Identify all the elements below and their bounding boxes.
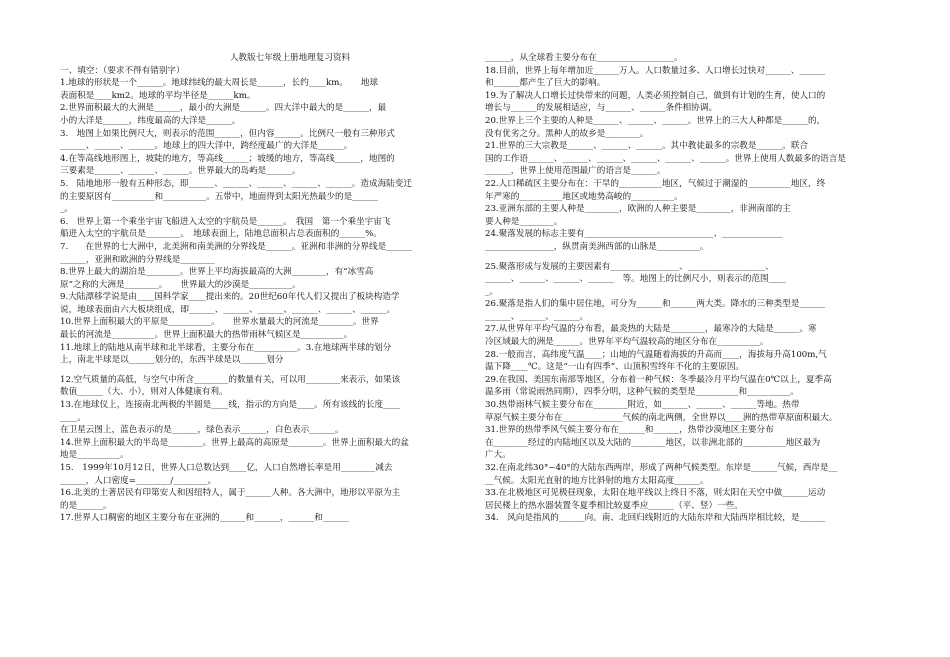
question-line: ____。 [60, 412, 86, 423]
question-line: 21.世界的三大宗教是______、______、______。其中教徒最多的宗教是______。联合 [485, 141, 809, 152]
question-line: 要人种是________。 [485, 216, 563, 227]
question-line: 27.从世界年平均气温的分布看，最炎热的大陆是________，最寒冷的大陆是______。寒 [485, 324, 817, 335]
question-line: 国的工作语______、______、______、______、______、______。世界上使用人数最多的语言是 [485, 153, 846, 164]
question-line: 在________经过的内陆地区以及大陆的________地区，以非洲北部的__________地区最为 [485, 437, 821, 448]
question-line: 17.世界人口稠密的地区主要分布在亚洲的______和______，______和______ [60, 513, 349, 524]
question-line: 的主要原因有__________和__________。五带中，地面得到太阳光热最少的是______ [60, 191, 378, 202]
question-line: ______、______、______、______ 等。地图上的比例尺小，则表示的范围____ [485, 274, 786, 285]
question-line: 地是__________。 [60, 450, 129, 461]
question-line: 14.世界上面积最大的半岛是________。世界上最高的高原是________。世界上面积最大的盆 [60, 437, 409, 448]
question-line: ______，从全球看主要分布在__________________。 [485, 53, 683, 63]
left-question-list [60, 65, 480, 525]
question-line: 说，地球表面由六大板块组成，即______、______、______、______、______、______。 [60, 304, 396, 315]
question-line: 和______都产生了巨大的影响。 [485, 78, 606, 89]
question-line: 33.在北极地区可见极昼现象，太阳在地平线以上终日不落，则太阳在天空中做______运动 [485, 488, 826, 499]
question-line: 13.在地球仪上，连接南北两极的半圆是____线，指示的方向是____。所有该线的长度____ [60, 400, 401, 411]
question-line: 草原气候主要分布在______________气候的南北两侧，全世界以____洲的热带草原面积最大。 [485, 412, 838, 423]
question-line: ______、______、______。 [485, 311, 589, 322]
question-line: 6. 世界上第一个乘坐宇宙飞船进入太空的宇航员是______。 我国 第一个乘坐宇宙飞 [60, 216, 391, 227]
question-line: _。 [60, 204, 73, 215]
question-line: 增长与______的发展相适应，与______、______条件相协调。 [485, 103, 718, 114]
question-line: 22.人口稀疏区主要分布在：干旱的__________地区，气候过于潮湿的__________地区，终 [485, 178, 826, 189]
question-line: 最长的河流是__________。世界上面积最大的热带雨林气候区是__________。 [60, 330, 353, 341]
question-line: 的是______。 [60, 500, 112, 511]
question-line: ______、______、______。地球上的四大洋中，跨经度最广的大洋是______。 [60, 141, 353, 152]
question-line: 上，南北半球是以______划分的，东西半球是以______划分 [60, 355, 284, 366]
question-line: ______，亚洲和欧洲的分界线是________ [60, 254, 215, 265]
question-line: ______，世界上使用范围最广的语言是______。 [485, 166, 666, 177]
question-line: 30.热带雨林气候主要分布在________附近，如______、______、______等地。热带 [485, 400, 800, 411]
question-line: 温下降____℃。这是“一山有四季”、山顶积雪终年不化的主要原因。 [485, 362, 745, 373]
question-line: 表面积是____km2。地球的平均半径是______km。 [60, 90, 256, 101]
question-line: 1.地球的形状是一个______。地球纬线的最大周长是______，长约____km。 地球 [60, 78, 379, 89]
question-line: 16.北美的土著居民有印第安人和因纽特人，属于______人种。各大洲中，地形以平原为主 [60, 488, 401, 499]
question-line: 25.聚落形成与发展的主要因素有________________、__________________、 [485, 261, 774, 272]
question-line: 29.在我国、美国东南部等地区，分布着一种气候：冬季最冷月平均气温在0℃以上，夏季高 [485, 374, 832, 385]
question-line: _。 [485, 286, 498, 297]
question-line: 31.世界的热带季风气候主要分布在______和______，热带沙漠地区主要分布 [485, 425, 774, 436]
question-line: 8.世界上最大的湖泊是________。世界上平均海拔最高的大洲________，有“冰雪高 [60, 267, 374, 278]
question-line: 12.空气质量的高低，与空气中所含________的数量有关，可以用________来表示，如果该 [60, 374, 401, 385]
right-question-list [485, 52, 895, 525]
question-line: 原”之称的大洲是________。 世界最大的沙漠是__________。 [60, 279, 301, 290]
question-line: 数值______（大、小），则对人体健康有利。 [60, 387, 228, 398]
question-line: 34. 风向是指风的______向。南、北回归线附近的大陆东岸和大陆西岸相比较，是______ [485, 513, 826, 524]
question-line: 4.在等高线地形图上，坡陡的地方，等高线______；坡缓的地方，等高线______，地图的 [60, 153, 395, 164]
question-line: 船进入太空的宇航员是________。 地球表面上，陆地总面积占总表面积的______%。 [60, 229, 382, 240]
question-line: 温多雨（常说雨热同期），四季分明，这种气候的类型是__________和__________。 [485, 387, 799, 398]
question-line: 7. 在世界的七大洲中，北美洲和南美洲的分界线是______。亚洲和非洲的分界线是______ [60, 241, 412, 252]
question-line: 32.在南北纬30°~40°的大陆东西两岸，形成了两种气候类型。东岸是______气候，西岸是__ [485, 463, 838, 473]
question-line: 23.亚洲东部的主要人种是________，欧洲的人种主要是________，非洲南部的主 [485, 204, 791, 215]
question-line: 冷区域最大的洲是______。世界年平均气温较高的地区分布在__________。 [485, 337, 769, 348]
question-line [60, 367, 480, 374]
question-line: 在卫星云图上，蓝色表示的是______，绿色表示______，白色表示______。 [60, 425, 344, 436]
question-line [485, 254, 895, 261]
question-line: ______，人口密度=________/________。 [60, 475, 217, 486]
question-line: 9.大陆漂移学说是由____国科学家____提出来的。20世纪60年代人们又提出了板块构造学 [60, 292, 400, 303]
question-line: 没有优劣之分。黑种人的故乡是________。 [485, 128, 649, 139]
question-line: 24.聚落发展的标志主要有______________________________、______________ [485, 229, 783, 240]
document-title: 人教版七年级上册地理复习资料 [229, 53, 351, 63]
question-line: 广大。 [485, 450, 511, 461]
question-line: 年严寒的__________地区或地势高峻的__________。 [485, 191, 683, 202]
question-line: __气候。太阳光直射的地方比斜射的地方太阳高度______。 [485, 475, 709, 486]
question-line: 26.聚落是指人们的集中居住地，可分为______和______两大类。降水的三种类型是______ [485, 299, 826, 310]
question-line: 2.世界面积最大的大洲是______，最小的大洲是______。四大洋中最大的是______，最 [60, 103, 387, 114]
question-line: 18.目前，世界上每年增加近______万人。人口数量过多、人口增长过快对______、______ [485, 65, 826, 76]
question-line: 20.世界上三个主要的人种是______、______、______。世界上的三大人种都是______的， [485, 115, 826, 126]
question-line: 10.世界上面积最大的平原是__________。 世界水量最大的河流是________。世界 [60, 317, 379, 328]
right-column [485, 52, 895, 525]
question-line: 15. 1999年10月12日，世界人口总数达到____亿，人口自然增长率是用________减去 [60, 463, 393, 473]
question-line: ________________，纵贯南美洲西部的山脉是__________。 [485, 241, 709, 252]
question-line: 居民楼上的热水器装置冬夏季相比较夏季应______（平、竖）一些。 [485, 500, 743, 511]
question-line: 小的大洋是______，纬度最高的大洋是______。 [60, 115, 241, 126]
question-line: 3. 地图上如果比例尺大，则表示的范围______，但内容______。比例尺一般有三种形式 [60, 128, 395, 139]
question-line: 11.地球上的陆地从南半球和北半球看，主要分布在__________。3.在地球两半球的划分 [60, 342, 392, 353]
question-line: 三要素是______、______、______。世界最大的岛屿是______。 [60, 166, 301, 177]
left-column [60, 52, 480, 525]
question-line: 28.一般而言，高纬度气温____；山地的气温随着海拔的升高而____，海拔每升高100m,气 [485, 349, 827, 360]
question-line: 5. 陆地地形一般有五种形态，即______、______、______、______、______。造成海陆变迁 [60, 178, 412, 189]
question-line: 一、填空：（要求不得有错别字） [60, 65, 185, 76]
question-line: 19.为了解决人口增长过快带来的问题，人类必须控制自己，做到有计划的生育，使人口的 [485, 90, 826, 101]
